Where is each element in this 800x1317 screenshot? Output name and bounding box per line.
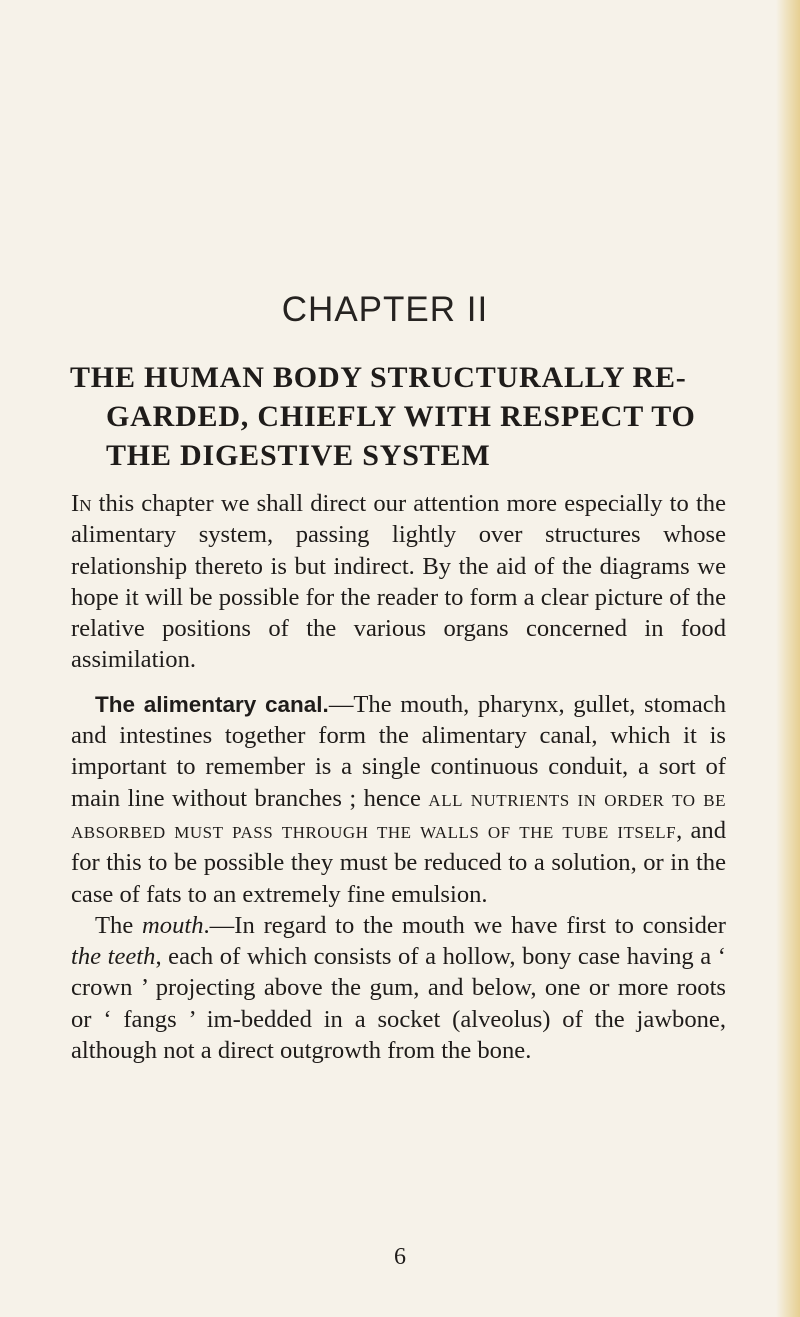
chapter-heading: CHAPTER II [281,290,489,329]
term-the-teeth: the teeth [71,943,156,971]
body-text [71,488,726,1066]
section-heading-mouth: mouth [142,911,204,939]
mouth-paragraph [71,910,726,1066]
section-heading-alimentary-canal: The alimentary canal. [95,691,329,717]
intro-text: this chapter we shall direct our attention more especially to the alimentary system, passing lightly over structures whose relationship thereto is but indirect. By the aid of the diagrams we hope it will be possible for the reader to form a clear picture of the relative positions of the various organs concerned in food assimilation. [71,490,726,674]
alimentary-text-2: , and for this to be possible they must be reduced to a solution, or in the case of fats to an extremely fine emulsion. [71,816,726,908]
intro-first-word: In [71,490,92,517]
page-edge [776,0,800,1317]
mouth-text-1: .—In regard to the mouth we have first to consider [203,911,726,939]
alimentary-text-1: —The mouth, pharynx, gullet, stomach and intestines together form the alimentary canal, which it is important to remember is a single continuous conduit, a sort of main line without branches ; hence [71,690,726,812]
page-number: 6 [394,1244,406,1270]
chapter-title-line-2: GARDED, CHIEFLY WITH RESPECT TO [106,400,696,433]
mouth-intro: The [95,911,143,939]
alimentary-canal-paragraph [71,689,726,910]
mouth-text-2: , each of which consists of a hollow, bony case having a ‘ crown ’ projecting above the gum, and below, one or more roots or ‘ fangs ’ im-bedded in a socket (alveolus) of the jawbone, although not a direct outgrowth from the bone. [71,943,726,1065]
chapter-title-line-3: THE DIGESTIVE SYSTEM [106,439,491,472]
intro-paragraph [71,488,726,676]
alimentary-emphasis: all nutrients in order to be absorbed must pass through the walls of the tube itself [71,785,726,844]
chapter-title-line-1: THE HUMAN BODY STRUCTURALLY RE- [70,361,687,394]
chapter-title [70,358,760,475]
